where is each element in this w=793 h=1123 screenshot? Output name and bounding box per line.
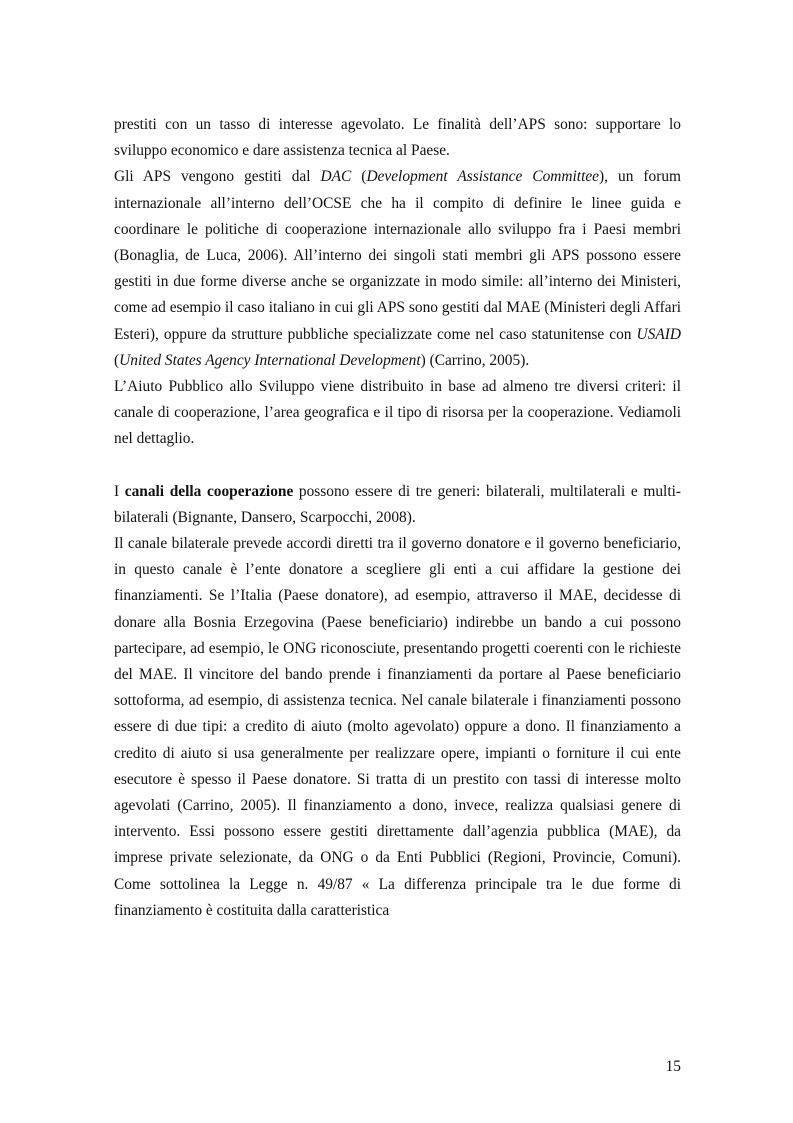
italic-term-dac-expansion: Development Assistance Committee <box>366 168 600 186</box>
text-run: Gli APS vengono gestiti dal <box>114 168 321 186</box>
text-run: possono essere di tre generi: bilaterali, multilaterali e multi- bilaterali (Bignante, Dansero, Scarpocchi, 2008). <box>114 482 681 526</box>
text-run: ( <box>351 168 367 186</box>
bold-term-channels: canali della cooperazione <box>124 482 294 500</box>
paragraph-cooperation-channels <box>114 479 681 531</box>
text-run: ( <box>114 351 120 369</box>
italic-term-dac: DAC <box>320 168 352 186</box>
italic-term-usaid-expansion: United States Agency International Development <box>119 351 421 369</box>
text-run: I <box>114 482 125 500</box>
paragraph-bilateral-channel: Il canale bilaterale prevede accordi diretti tra il governo donatore e il governo beneficiario, in questo canale è l’ente donatore a scegliere gli enti a cui affidare la gestione dei finanziamenti. Se l’Italia (Paese donatore), ad esempio, attraverso il MAE, decidesse di donare alla Bosnia Erzegovina (Paese beneficiario) indirebbe un bando a cui possono partecipare, ad esempio, le ONG riconosciute, presentando progetti coerenti con le richieste del MAE. Il vincitore del bando prende i finanziamenti da portare al Paese beneficiario sottoforma, ad esempio, di assistenza tecnica. Nel canale bilaterale i finanziamenti possono essere di due tipi: a credito di aiuto (molto agevolato) oppure a dono. Il finanziamento a credito di aiuto si usa generalmente per realizzare opere, impianti o forniture il cui ente esecutore è spesso il Paese donatore. Si tratta di un prestito con tassi di interesse molto agevolati (Carrino, 2005). Il finanziamento a dono, invece, realizza qualsiasi genere di intervento. Essi possono essere gestiti direttamente dall’agenzia pubblica (MAE), da imprese private selezionate, da ONG o da Enti Pubblici (Regioni, Provincie, Comuni). Come sottolinea la Legge n. 49/87 « La differenza principale tra le due forme di finanziamento è costituita dalla caratteristica <box>114 535 681 919</box>
paragraph-spacer <box>114 453 681 479</box>
text-run: ), un forum internazionale all’interno dell’OCSE che ha il compito di definire le linee guida e coordinare le politiche di cooperazione internazionale allo sviluppo fra i Paesi membri (Bonaglia, de Luca, 2006). All’interno dei singoli stati membri gli APS possono essere gestiti in due forme diverse anche se organizzate in modo simile: all’interno dei Ministeri, come ad esempio il caso italiano in cui gli APS sono gestiti dal MAE (Ministeri degli Affari Esteri), oppure da strutture pubbliche specializzate come nel caso statunitense con <box>114 168 681 343</box>
page-number: 15 <box>665 1058 681 1075</box>
paragraph-aps-management <box>114 164 681 374</box>
paragraph-aps-purposes: prestiti con un tasso di interesse agevolato. Le finalità dell’APS sono: supportare lo sviluppo economico e dare assistenza tecnica al Paese. <box>114 116 681 160</box>
paragraph-aps-criteria: L’Aiuto Pubblico allo Sviluppo viene distribuito in base ad almeno tre diversi criteri: il canale di cooperazione, l’area geografica e il tipo di risorsa per la cooperazione. Vediamoli nel dettaglio. <box>114 378 681 448</box>
italic-term-usaid: USAID <box>636 325 681 343</box>
text-run: ) (Carrino, 2005). <box>420 351 530 369</box>
body-text <box>114 112 681 924</box>
